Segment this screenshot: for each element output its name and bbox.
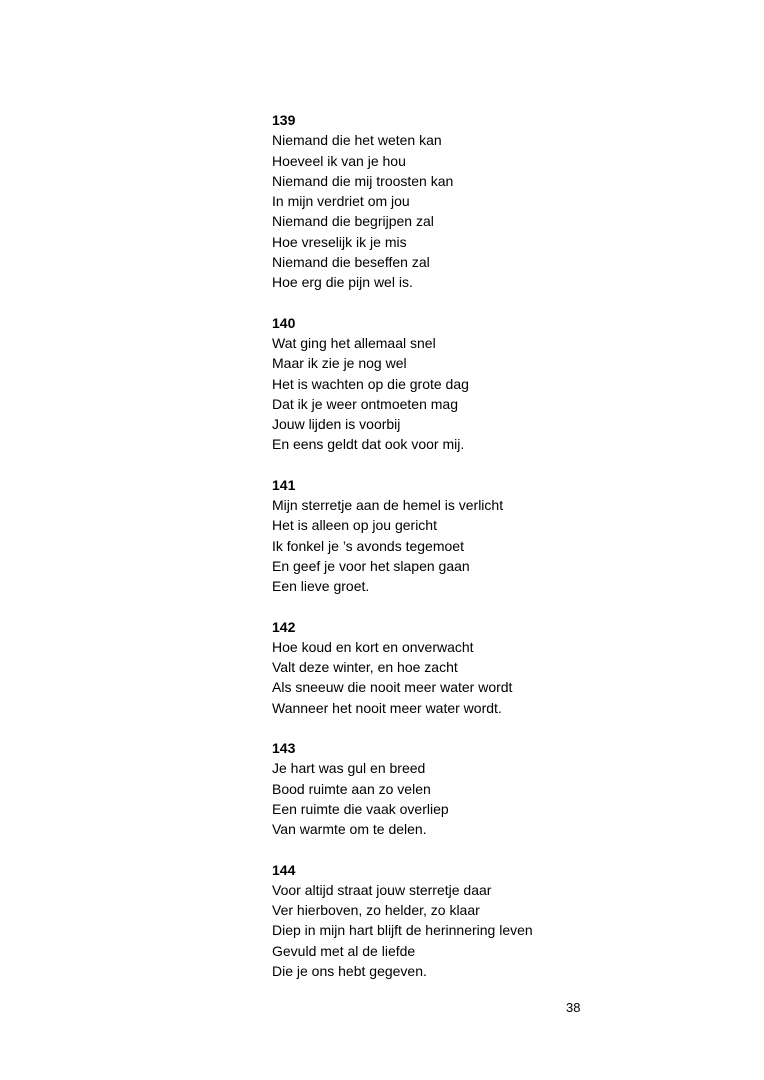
poem-line: Wanneer het nooit meer water wordt. [272, 699, 502, 716]
poem-line: Het is alleen op jou gericht [272, 517, 437, 534]
poem-number: 142 [272, 618, 296, 635]
poem-line: Dat ik je weer ontmoeten mag [272, 395, 458, 412]
poem-line: Valt deze winter, en hoe zacht [272, 659, 458, 676]
poem-140 [272, 313, 602, 455]
poem-number: 141 [272, 476, 296, 493]
page-number: 38 [566, 1000, 581, 1015]
poem-line: Ik fonkel je ’s avonds tegemoet [272, 537, 464, 554]
poem-line: Een ruimte die vaak overliep [272, 800, 449, 817]
poem-line: Jouw lijden is voorbij [272, 416, 401, 433]
poem-line: Je hart was gul en breed [272, 760, 426, 777]
poem-line: Niemand die begrijpen zal [272, 213, 434, 230]
poem-143 [272, 738, 602, 839]
poem-number: 144 [272, 861, 296, 878]
poem-line: Van warmte om te delen. [272, 821, 427, 838]
poem-line: En geef je voor het slapen gaan [272, 557, 470, 574]
poem-144 [272, 860, 602, 982]
poem-line: Wat ging het allemaal snel [272, 334, 436, 351]
poem-line: Hoeveel ik van je hou [272, 152, 406, 169]
poem-line: In mijn verdriet om jou [272, 193, 410, 210]
poem-line: Diep in mijn hart blijft de herinnering leven [272, 922, 533, 939]
poem-line: Hoe erg die pijn wel is. [272, 274, 413, 291]
poem-139 [272, 110, 602, 293]
poem-line: Niemand die beseffen zal [272, 254, 430, 271]
poem-line: Maar ik zie je nog wel [272, 355, 407, 372]
poem-141 [272, 475, 602, 597]
poem-list [272, 110, 602, 1001]
poem-line: Mijn sterretje aan de hemel is verlicht [272, 497, 504, 514]
poem-142 [272, 617, 602, 718]
poem-line: Als sneeuw die nooit meer water wordt [272, 679, 513, 696]
poem-line: Een lieve groet. [272, 578, 370, 595]
poem-line: Die je ons hebt gegeven. [272, 962, 427, 979]
poem-line: Voor altijd straat jouw sterretje daar [272, 881, 492, 898]
poem-line: Gevuld met al de liefde [272, 942, 416, 959]
poem-number: 140 [272, 314, 296, 331]
poem-line: En eens geldt dat ook voor mij. [272, 436, 465, 453]
poem-line: Het is wachten op die grote dag [272, 375, 469, 392]
poem-line: Hoe koud en kort en onverwacht [272, 638, 474, 655]
poem-line: Niemand die het weten kan [272, 132, 442, 149]
poem-line: Ver hierboven, zo helder, zo klaar [272, 902, 480, 919]
poem-line: Hoe vreselijk ik je mis [272, 233, 407, 250]
poem-number: 139 [272, 112, 296, 128]
poem-line: Niemand die mij troosten kan [272, 172, 454, 189]
poem-line: Bood ruimte aan zo velen [272, 780, 431, 797]
poem-number: 143 [272, 740, 296, 757]
